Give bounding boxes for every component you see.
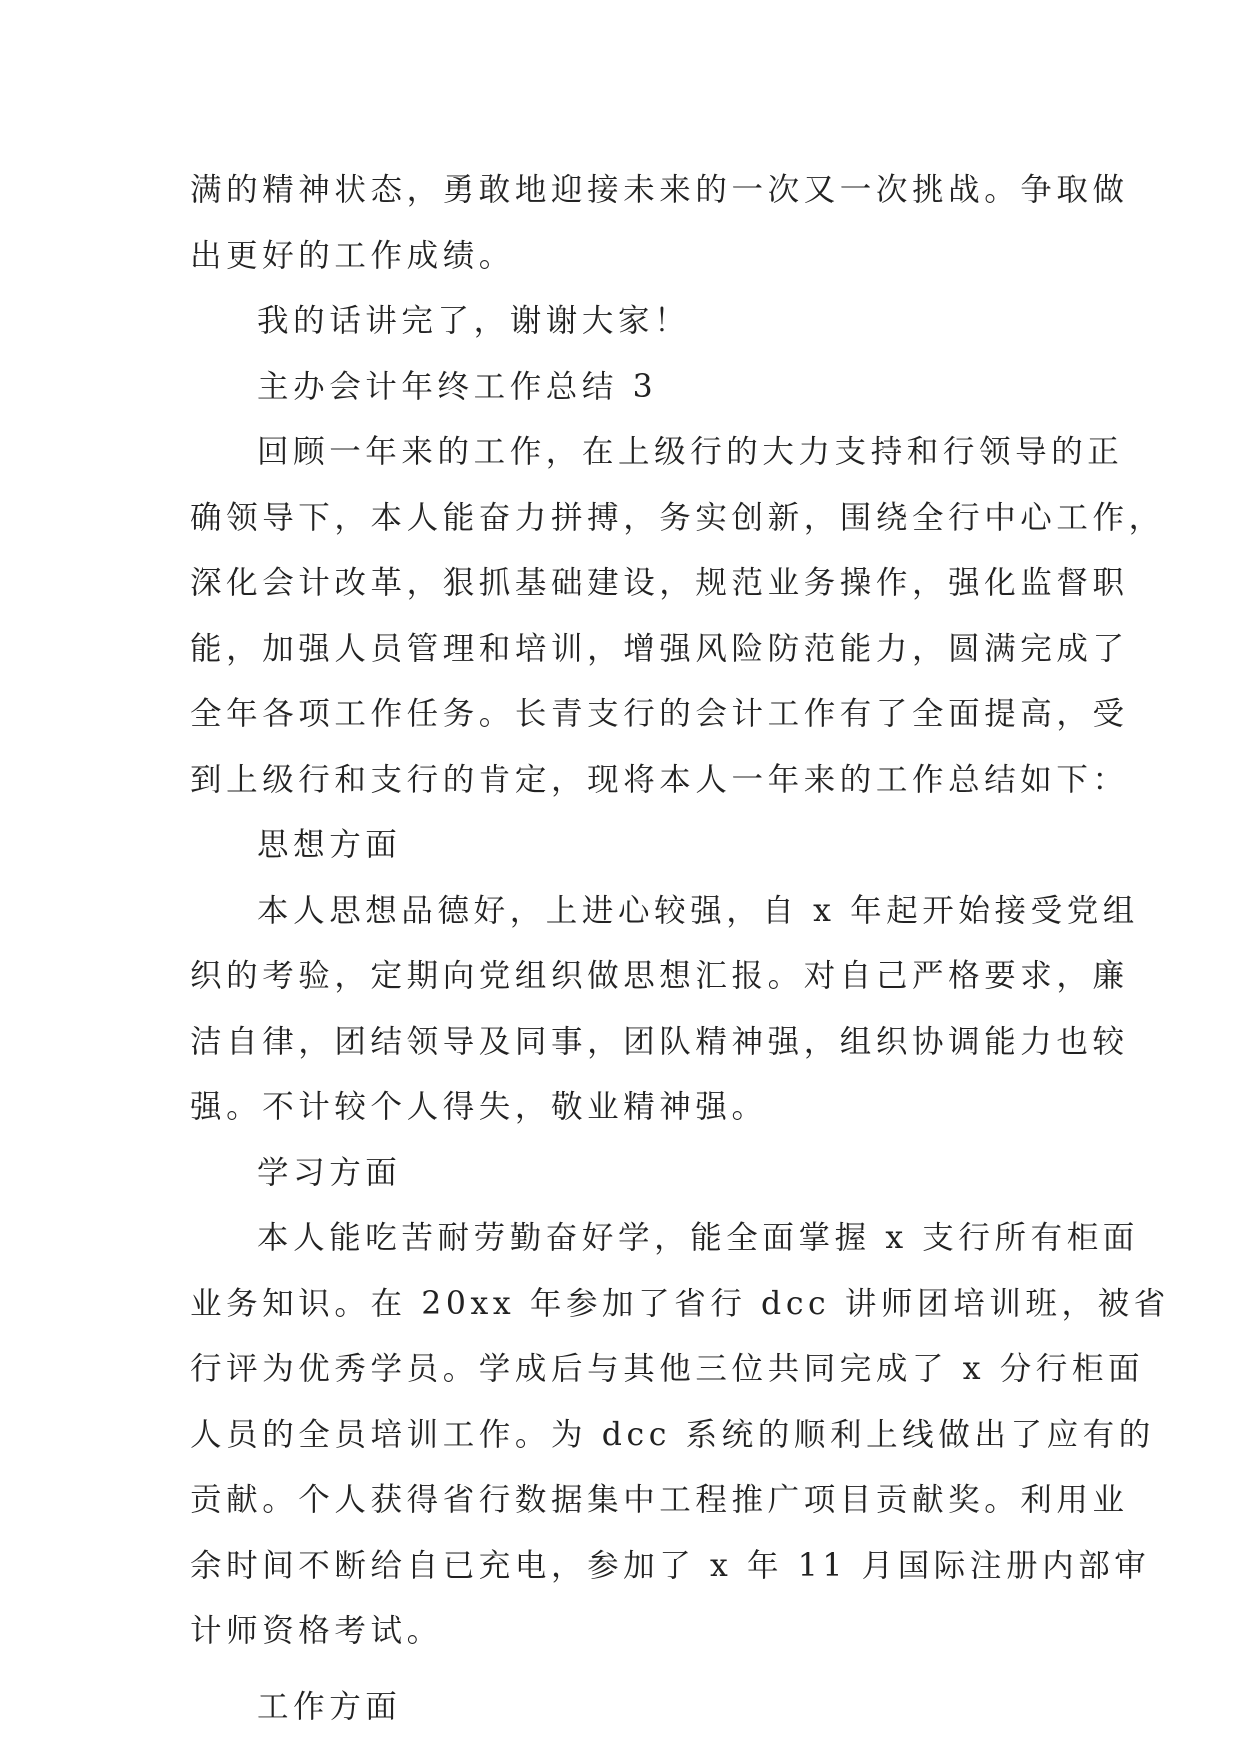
- subheading-study: 学习方面: [257, 1154, 402, 1191]
- text-line: 强。不计较个人得失，敬业精神强。: [190, 1089, 768, 1125]
- text-line: 洁自律，团结领导及同事，团队精神强，组织协调能力也较: [190, 1023, 1129, 1060]
- closing-remark: 我的话讲完了，谢谢大家！: [257, 303, 691, 339]
- text-line: 回顾一年来的工作，在上级行的大力支持和行领导的正: [257, 434, 1124, 470]
- text-line: 能，加强人员管理和培训，增强风险防范能力，圆满完成了: [190, 630, 1129, 667]
- text-line: 本人思想品德好，上进心较强，自 x 年起开始接受党组: [257, 892, 1139, 929]
- text-line: 出更好的工作成绩。: [190, 237, 515, 274]
- text-line: 贡献。个人获得省行数据集中工程推广项目贡献奖。利用业: [190, 1482, 1129, 1518]
- text-line: 余时间不断给自已充电，参加了 x 年 11 月国际注册内部审: [190, 1547, 1151, 1584]
- text-line: 织的考验，定期向党组织做思想汇报。对自己严格要求，廉: [190, 958, 1129, 994]
- document-body: [190, 158, 1170, 1740]
- text-line: 全年各项工作任务。长青支行的会计工作有了全面提高，受: [190, 696, 1129, 732]
- text-line: 业务知识。在 20xx 年参加了省行 dcc 讲师团培训班，被省: [190, 1285, 1170, 1322]
- subheading-thought: 思想方面: [257, 827, 402, 863]
- text-line: 本人能吃苦耐劳勤奋好学，能全面掌握 x 支行所有柜面: [257, 1220, 1139, 1256]
- text-line: 计师资格考试。: [190, 1613, 443, 1649]
- text-line: 到上级行和支行的肯定，现将本人一年来的工作总结如下：: [190, 761, 1129, 798]
- text-line: 深化会计改革，狠抓基础建设，规范业务操作，强化监督职: [190, 565, 1129, 601]
- text-line: 满的精神状态，勇敢地迎接未来的一次又一次挑战。争取做: [190, 172, 1129, 208]
- text-line: 行评为优秀学员。学成后与其他三位共同完成了 x 分行柜面: [190, 1351, 1145, 1387]
- section-title: 主办会计年终工作总结 3: [257, 368, 658, 405]
- text-line: 确领导下，本人能奋力拼搏，务实创新，围绕全行中心工作，: [190, 499, 1165, 536]
- subheading-work: 工作方面: [257, 1688, 402, 1725]
- text-line: 人员的全员培训工作。为 dcc 系统的顺利上线做出了应有的: [190, 1416, 1155, 1453]
